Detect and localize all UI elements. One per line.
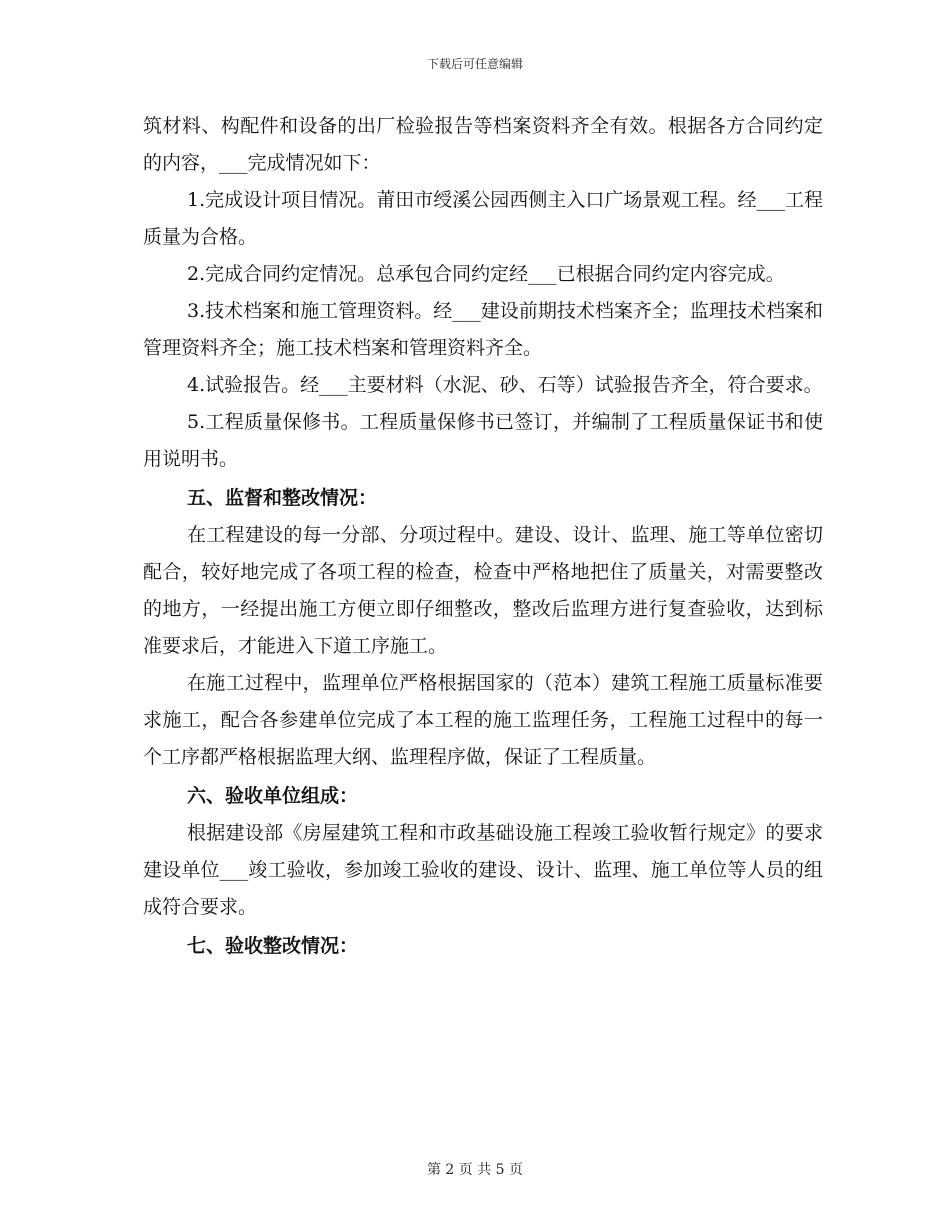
paragraph-item-1: 1.完成设计项目情况。莆田市绶溪公园西侧主入口广场景观工程。经___工程质量为合格。 bbox=[143, 189, 823, 248]
section-heading-5: 五、监督和整改情况： bbox=[187, 487, 378, 509]
section-heading-7: 七、验收整改情况： bbox=[187, 935, 359, 957]
page-header: 下载后可任意编辑 bbox=[426, 57, 523, 71]
paragraph-item-2: 2.完成合同约定情况。总承包合同约定经___已根据合同约定内容完成。 bbox=[187, 263, 785, 285]
paragraph-item-4: 4.试验报告。经___主要材料（水泥、砂、石等）试验报告齐全，符合要求。 bbox=[187, 374, 823, 396]
paragraph-item-5: 5.工程质量保修书。工程质量保修书已签订，并编制了工程质量保证书和使用说明书。 bbox=[143, 411, 823, 470]
paragraph-acceptance-units: 根据建设部《房屋建筑工程和市政基础设施工程竣工验收暂行规定》的要求建设单位___竣工验收，参加竣工验收的建设、设计、监理、施工单位等人员的组成符合要求。 bbox=[143, 822, 823, 918]
page-footer: 第 2 页 共 5 页 bbox=[426, 1162, 524, 1178]
paragraph-supervision: 在工程建设的每一分部、分项过程中。建设、设计、监理、施工等单位密切配合，较好地完成了各项工程的检查，检查中严格地把住了质量关，对需要整改的地方，一经提出施工方便立即仔细整改，整改后监理方进行复查验收，达到标准要求后，才能进入下道工序施工。 bbox=[143, 524, 823, 657]
paragraph-item-3: 3.技术档案和施工管理资料。经___建设前期技术档案齐全；监理技术档案和管理资料齐全；施工技术档案和管理资料齐全。 bbox=[143, 300, 823, 359]
document-body bbox=[143, 108, 823, 965]
paragraph-intro: 筑材料、构配件和设备的出厂检验报告等档案资料齐全有效。根据各方合同约定的内容，___完成情况如下： bbox=[143, 115, 823, 174]
section-heading-6: 六、验收单位组成： bbox=[187, 785, 359, 807]
paragraph-construction: 在施工过程中，监理单位严格根据国家的（范本）建筑工程施工质量标准要求施工，配合各参建单位完成了本工程的施工监理任务，工程施工过程中的每一个工序都严格根据监理大纲、监理程序做，保证了工程质量。 bbox=[143, 672, 823, 768]
